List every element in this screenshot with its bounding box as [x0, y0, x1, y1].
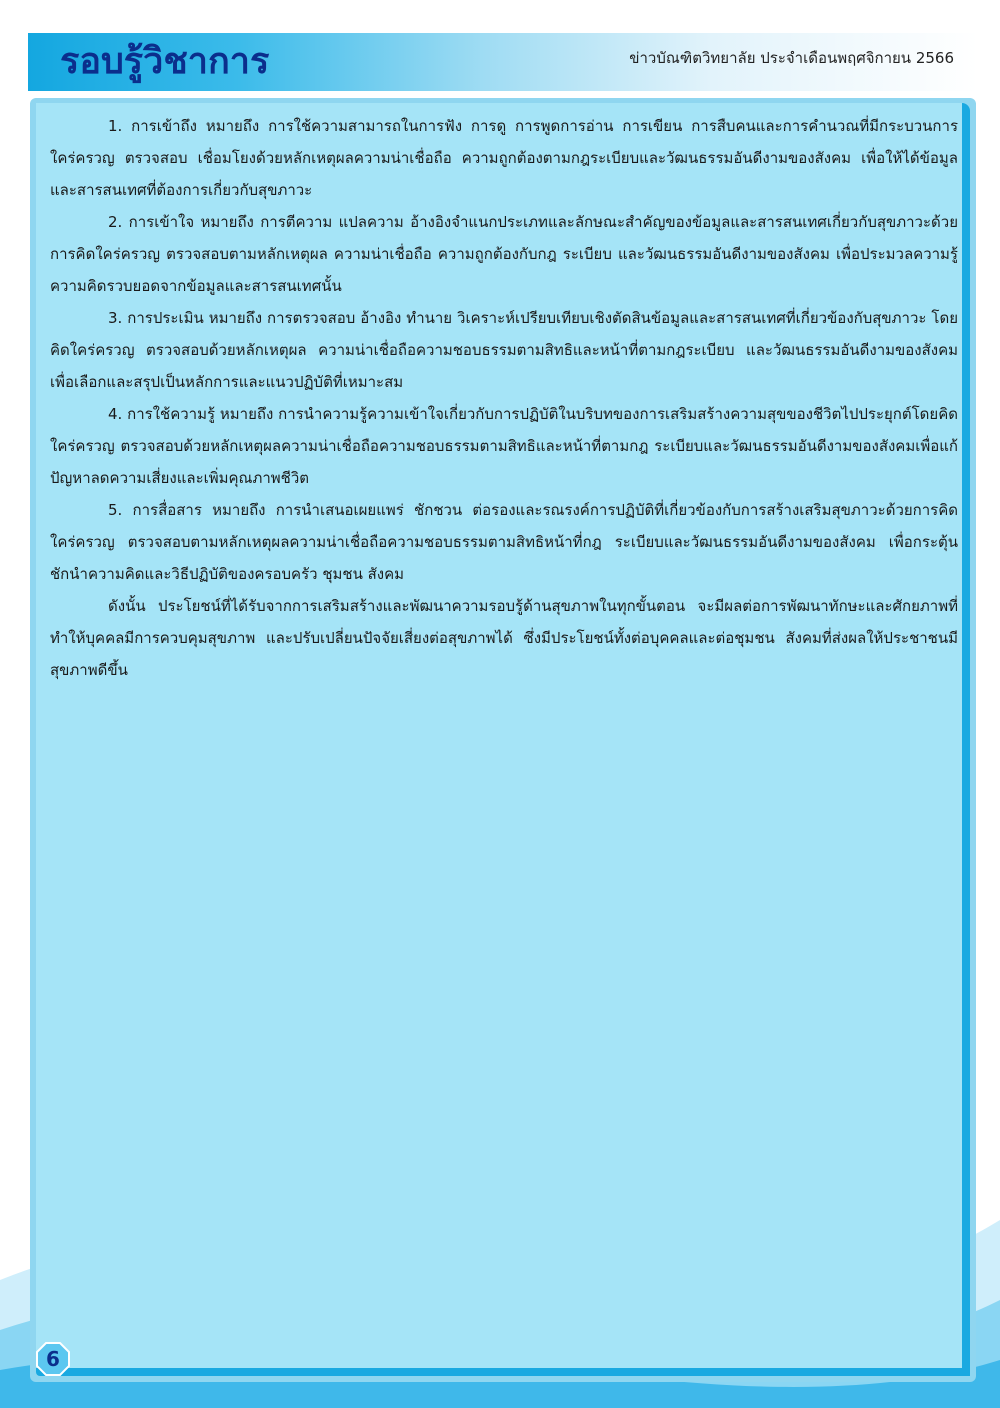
paragraph-understanding: 2. การเข้าใจ หมายถึง การตีความ แปลความ อ้างอิงจำแนกประเภทและลักษณะสำคัญของข้อมูลและสารสนเทศเกี่ยวกับสุขภาวะด้วยการคิดใคร่ครวญ ตรวจสอบตามหลักเหตุผล ความน่าเชื่อถือ ความถูกต้องกับกฎ ระเบียบ และวัฒนธรรมอันดีงามของสังคม เพื่อประมวลความรู้ความคิดรวบยอดจากข้อมูลและสารสนเทศนั้น — [50, 213, 958, 295]
newsletter-issue-label: ข่าวบัณฑิตวิทยาลัย ประจำเดือนพฤศจิกายน 2566 — [629, 49, 954, 67]
paragraph-access: 1. การเข้าถึง หมายถึง การใช้ความสามารถในการฟัง การดู การพูดการอ่าน การเขียน การสืบคนและการคำนวณที่มีกระบวนการใคร่ครวญ ตรวจสอบ เชื่อมโยงด้วยหลักเหตุผลความน่าเชื่อถือ ความถูกต้องตามกฎระเบียบและวัฒนธรรมอันดีงามของสังคม เพื่อให้ได้ข้อมูลและสารสนเทศที่ต้องการเกี่ยวกับสุขภาวะ — [50, 117, 958, 199]
section-title: รอบรู้วิชาการ — [60, 41, 270, 82]
article-body — [50, 110, 958, 686]
paragraph-evaluation: 3. การประเมิน หมายถึง การตรวจสอบ อ้างอิง ทำนาย วิเคราะห์เปรียบเทียบเชิงตัดสินข้อมูลและสารสนเทศที่เกี่ยวข้องกับสุขภาวะ โดยคิดใคร่ครวญ ตรวจสอบด้วยหลักเหตุผล ความน่าเชื่อถือความชอบธรรมตามสิทธิและหน้าที่ตามกฎระเบียบ และวัฒนธรรมอันดีงามของสังคม เพื่อเลือกและสรุปเป็นหลักการและแนวปฏิบัติที่เหมาะสม — [50, 309, 958, 391]
page-number: 6 — [46, 1347, 60, 1371]
paragraph-conclusion: ดังนั้น ประโยชน์ที่ได้รับจากการเสริมสร้างและพัฒนาความรอบรู้ด้านสุขภาพในทุกขั้นตอน จะมีผลต่อการพัฒนาทักษะและศักยภาพที่ทำให้บุคคลมีการควบคุมสุขภาพ และปรับเปลี่ยนปัจจัยเสี่ยงต่อสุขภาพได้ ซึ่งมีประโยชน์ทั้งต่อบุคคลและต่อชุมชน สังคมที่ส่งผลให้ประชาชนมีสุขภาพดีขึ้น — [50, 597, 958, 679]
paragraph-communication: 5. การสื่อสาร หมายถึง การนำเสนอเผยแพร่ ชักชวน ต่อรองและรณรงค์การปฏิบัติที่เกี่ยวข้องกับการสร้างเสริมสุขภาวะด้วยการคิดใคร่ครวญ ตรวจสอบตามหลักเหตุผลความน่าเชื่อถือความชอบธรรมตามสิทธิหน้าที่กฎ ระเบียบและวัฒนธรรมอันดีงามของสังคม เพื่อกระตุ้น ชักนำความคิดและวิธีปฏิบัติของครอบครัว ชุมชน สังคม — [50, 501, 958, 583]
paragraph-application: 4. การใช้ความรู้ หมายถึง การนำความรู้ความเข้าใจเกี่ยวกับการปฏิบัติในบริบทของการเสริมสร้างความสุขของชีวิตไปประยุกต์โดยคิดใคร่ครวญ ตรวจสอบด้วยหลักเหตุผลความน่าเชื่อถือความชอบธรรมตามสิทธิและหน้าที่ตามกฎ ระเบียบและวัฒนธรรมอันดีงามของสังคมเพื่อแก้ปัญหาลดความเสี่ยงและเพิ่มคุณภาพชีวิต — [50, 405, 958, 487]
